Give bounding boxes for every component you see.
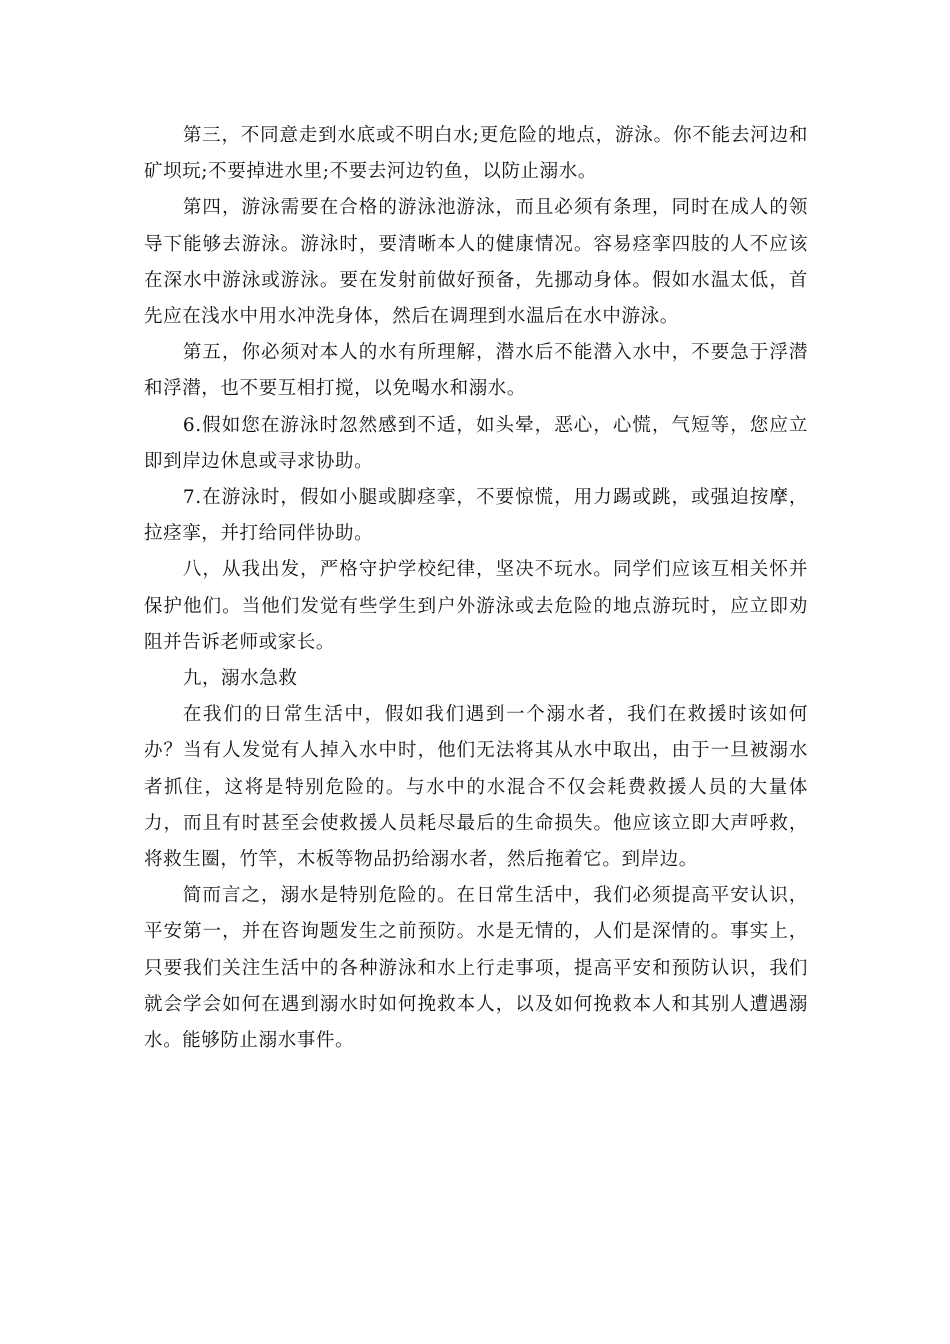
paragraph-eighth-rule: 八，从我出发，严格守护学校纪律，坚决不玩水。同学们应该互相关怀并保护他们。当他们发觉有些学生到户外游泳或去危险的地点游玩时，应立即劝阻并告诉老师或家长。 <box>144 559 808 653</box>
paragraph-rescue: 在我们的日常生活中，假如我们遇到一个溺水者，我们在救援时该如何办？当有人发觉有人掉入水中时，他们无法将其从水中取出，由于一旦被溺水者抓住，这将是特别危险的。与水中的水混合不仅会耗费救援人员的大量体力，而且有时甚至会使救援人员耗尽最后的生命损失。他应该立即大声呼救，将救生圈，竹竿，木板等物品扔给溺水者，然后拖着它。到岸边。 <box>144 704 808 871</box>
paragraph-sixth-rule: 6.假如您在游泳时忽然感到不适，如头晕，恶心，心慌，气短等，您应立即到岸边休息或寻求协助。 <box>144 414 808 472</box>
document-body <box>144 118 808 1059</box>
paragraph-fourth-rule: 第四，游泳需要在合格的游泳池游泳，而且必须有条理，同时在成人的领导下能够去游泳。游泳时，要清晰本人的健康情况。容易痉挛四肢的人不应该在深水中游泳或游泳。要在发射前做好预备，先挪动身体。假如水温太低，首先应在浅水中用水冲洗身体，然后在调理到水温后在水中游泳。 <box>144 197 808 328</box>
section-heading-first-aid: 九，溺水急救 <box>182 668 298 690</box>
paragraph-conclusion: 简而言之，溺水是特别危险的。在日常生活中，我们必须提高平安认识，平安第一，并在咨询题发生之前预防。水是无情的，人们是深情的。事实上，只要我们关注生活中的各种游泳和水上行走事项，提高平安和预防认识，我们就会学会如何在遇到溺水时如何挽救本人，以及如何挽救本人和其别人遭遇溺水。能够防止溺水事件。 <box>144 885 808 1052</box>
paragraph-seventh-rule: 7.在游泳时，假如小腿或脚痉挛，不要惊慌，用力踢或跳，或强迫按摩，拉痉挛，并打给同伴协助。 <box>144 487 808 545</box>
paragraph-fifth-rule: 第五，你必须对本人的水有所理解，潜水后不能潜入水中，不要急于浮潜和浮潜，也不要互相打搅，以免喝水和溺水。 <box>144 342 808 400</box>
paragraph-third-rule: 第三，不同意走到水底或不明白水;更危险的地点，游泳。你不能去河边和矿坝玩;不要掉进水里;不要去河边钓鱼，以防止溺水。 <box>144 125 808 183</box>
